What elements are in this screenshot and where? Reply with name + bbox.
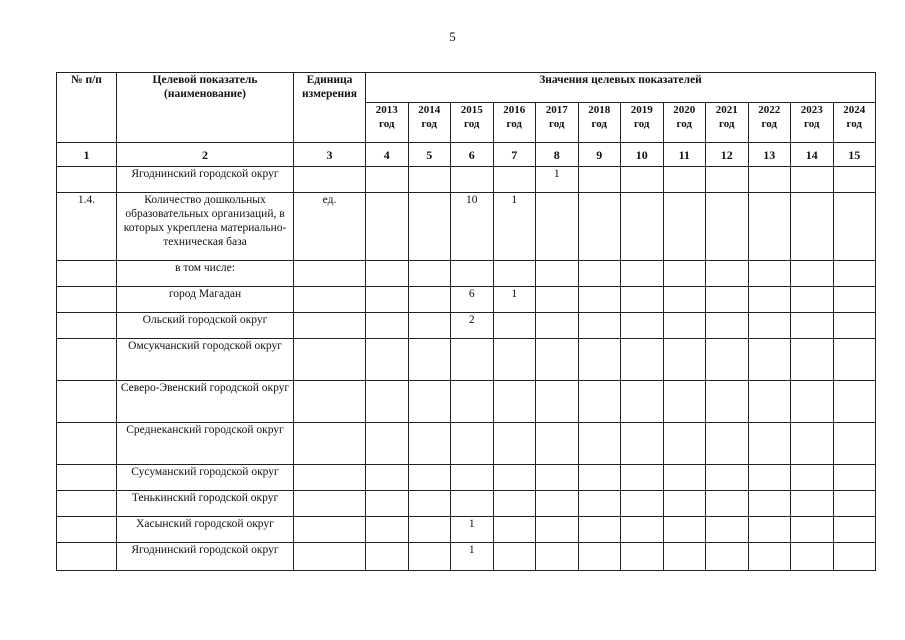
value-cell: [791, 313, 834, 339]
value-cell: [748, 339, 791, 381]
header-col-no: № п/п: [57, 73, 117, 143]
column-number-1: 2: [117, 143, 294, 167]
value-cell: 6: [451, 287, 494, 313]
value-cell: [493, 465, 536, 491]
indicator-name: Тенькинский городской округ: [117, 491, 294, 517]
value-cell: [833, 423, 876, 465]
value-cell: [536, 543, 579, 571]
value-cell: [536, 339, 579, 381]
value-cell: [833, 313, 876, 339]
column-number-4: 5: [408, 143, 451, 167]
value-cell: [578, 287, 621, 313]
value-cell: [408, 167, 451, 193]
column-number-14: 15: [833, 143, 876, 167]
value-cell: [408, 261, 451, 287]
value-cell: [621, 491, 664, 517]
value-cell: [663, 287, 706, 313]
value-cell: [408, 517, 451, 543]
value-cell: [578, 381, 621, 423]
value-cell: [621, 465, 664, 491]
value-cell: [451, 465, 494, 491]
unit-of-measure: [294, 313, 366, 339]
value-cell: [578, 339, 621, 381]
indicator-name: Ягоднинский городской округ: [117, 167, 294, 193]
header-year-2: 2015 год: [451, 103, 494, 143]
table-row: [57, 465, 876, 491]
column-number-8: 9: [578, 143, 621, 167]
value-cell: [706, 261, 749, 287]
value-cell: [536, 423, 579, 465]
header-year-8: 2021 год: [706, 103, 749, 143]
row-number: [57, 313, 117, 339]
indicator-name: Омсукчанский городской округ: [117, 339, 294, 381]
table-row: [57, 543, 876, 571]
table-row: [57, 339, 876, 381]
value-cell: 1: [451, 517, 494, 543]
value-cell: [366, 313, 409, 339]
value-cell: [663, 261, 706, 287]
value-cell: [748, 543, 791, 571]
value-cell: [366, 193, 409, 261]
value-cell: [366, 381, 409, 423]
row-number: 1.4.: [57, 193, 117, 261]
value-cell: [536, 491, 579, 517]
row-number: [57, 543, 117, 571]
page-number: 5: [449, 29, 456, 44]
value-cell: [791, 339, 834, 381]
value-cell: [621, 423, 664, 465]
value-cell: [366, 167, 409, 193]
header-year-7: 2020 год: [663, 103, 706, 143]
value-cell: [706, 193, 749, 261]
value-cell: [748, 313, 791, 339]
value-cell: [621, 381, 664, 423]
value-cell: 2: [451, 313, 494, 339]
row-number: [57, 381, 117, 423]
value-cell: [366, 465, 409, 491]
value-cell: [451, 167, 494, 193]
value-cell: [408, 491, 451, 517]
value-cell: [621, 193, 664, 261]
value-cell: [493, 339, 536, 381]
value-cell: [536, 193, 579, 261]
table-row: [57, 423, 876, 465]
value-cell: [748, 287, 791, 313]
value-cell: [791, 465, 834, 491]
value-cell: [791, 491, 834, 517]
header-year-3: 2016 год: [493, 103, 536, 143]
value-cell: [451, 261, 494, 287]
table-row: [57, 287, 876, 313]
value-cell: [536, 517, 579, 543]
table-row: [57, 381, 876, 423]
value-cell: [748, 423, 791, 465]
header-year-9: 2022 год: [748, 103, 791, 143]
indicator-name: Хасынский городской округ: [117, 517, 294, 543]
value-cell: [493, 313, 536, 339]
column-number-7: 8: [536, 143, 579, 167]
unit-of-measure: [294, 491, 366, 517]
value-cell: [578, 491, 621, 517]
column-number-10: 11: [663, 143, 706, 167]
value-cell: [578, 543, 621, 571]
value-cell: [493, 491, 536, 517]
unit-of-measure: [294, 543, 366, 571]
value-cell: [451, 339, 494, 381]
value-cell: [621, 167, 664, 193]
row-number: [57, 339, 117, 381]
value-cell: [578, 517, 621, 543]
value-cell: [366, 339, 409, 381]
value-cell: [493, 543, 536, 571]
value-cell: 1: [493, 193, 536, 261]
value-cell: [833, 339, 876, 381]
column-number-11: 12: [706, 143, 749, 167]
value-cell: [493, 423, 536, 465]
unit-of-measure: [294, 261, 366, 287]
value-cell: [578, 465, 621, 491]
value-cell: [748, 193, 791, 261]
value-cell: [833, 517, 876, 543]
value-cell: [408, 339, 451, 381]
value-cell: [366, 423, 409, 465]
value-cell: [663, 313, 706, 339]
value-cell: [791, 423, 834, 465]
value-cell: [578, 423, 621, 465]
column-number-9: 10: [621, 143, 664, 167]
header-values-group: Значения целевых показателей: [366, 73, 876, 103]
value-cell: [536, 381, 579, 423]
value-cell: [663, 193, 706, 261]
value-cell: [706, 167, 749, 193]
value-cell: [663, 465, 706, 491]
value-cell: [791, 381, 834, 423]
value-cell: [791, 543, 834, 571]
value-cell: [791, 167, 834, 193]
value-cell: [408, 193, 451, 261]
value-cell: [366, 543, 409, 571]
header-col-indicator: Целевой показатель (наименование): [117, 73, 294, 143]
value-cell: [493, 167, 536, 193]
value-cell: [833, 491, 876, 517]
target-indicators-table: [56, 72, 876, 571]
value-cell: [748, 491, 791, 517]
value-cell: [366, 517, 409, 543]
indicator-name: Ягоднинский городской округ: [117, 543, 294, 571]
value-cell: [748, 381, 791, 423]
value-cell: [663, 491, 706, 517]
value-cell: [663, 339, 706, 381]
unit-of-measure: [294, 167, 366, 193]
value-cell: [493, 517, 536, 543]
value-cell: [791, 261, 834, 287]
value-cell: [366, 261, 409, 287]
indicator-name: Количество дошкольных образовательных организаций, в которых укреплена материально-техническая база: [117, 193, 294, 261]
row-number: [57, 423, 117, 465]
value-cell: 1: [493, 287, 536, 313]
value-cell: [578, 313, 621, 339]
indicator-name: в том числе:: [117, 261, 294, 287]
value-cell: [833, 167, 876, 193]
value-cell: [663, 517, 706, 543]
value-cell: [706, 381, 749, 423]
unit-of-measure: [294, 339, 366, 381]
column-number-13: 14: [791, 143, 834, 167]
table-row: [57, 517, 876, 543]
indicator-name: Среднеканский городской округ: [117, 423, 294, 465]
value-cell: [408, 313, 451, 339]
value-cell: [493, 381, 536, 423]
column-number-12: 13: [748, 143, 791, 167]
value-cell: [748, 517, 791, 543]
value-cell: [408, 465, 451, 491]
header-year-10: 2023 год: [791, 103, 834, 143]
column-number-6: 7: [493, 143, 536, 167]
value-cell: [621, 261, 664, 287]
value-cell: [706, 465, 749, 491]
column-number-3: 4: [366, 143, 409, 167]
value-cell: [536, 313, 579, 339]
header-year-6: 2019 год: [621, 103, 664, 143]
unit-of-measure: [294, 517, 366, 543]
value-cell: [493, 261, 536, 287]
value-cell: [748, 465, 791, 491]
row-number: [57, 517, 117, 543]
value-cell: [706, 339, 749, 381]
value-cell: [621, 339, 664, 381]
row-number: [57, 287, 117, 313]
value-cell: 10: [451, 193, 494, 261]
value-cell: [663, 423, 706, 465]
value-cell: 1: [451, 543, 494, 571]
value-cell: [621, 543, 664, 571]
header-year-1: 2014 год: [408, 103, 451, 143]
column-number-2: 3: [294, 143, 366, 167]
value-cell: [366, 491, 409, 517]
value-cell: [748, 261, 791, 287]
row-number: [57, 465, 117, 491]
table-row: [57, 313, 876, 339]
table-row: [57, 167, 876, 193]
table-row: [57, 193, 876, 261]
value-cell: 1: [536, 167, 579, 193]
value-cell: [706, 287, 749, 313]
value-cell: [791, 287, 834, 313]
value-cell: [706, 543, 749, 571]
value-cell: [833, 465, 876, 491]
row-number: [57, 491, 117, 517]
indicator-name: Сусуманский городской округ: [117, 465, 294, 491]
value-cell: [663, 381, 706, 423]
unit-of-measure: [294, 465, 366, 491]
value-cell: [663, 167, 706, 193]
value-cell: [833, 193, 876, 261]
value-cell: [536, 261, 579, 287]
value-cell: [833, 287, 876, 313]
value-cell: [706, 517, 749, 543]
value-cell: [833, 543, 876, 571]
unit-of-measure: ед.: [294, 193, 366, 261]
table-row: [57, 261, 876, 287]
value-cell: [408, 287, 451, 313]
indicator-name: город Магадан: [117, 287, 294, 313]
unit-of-measure: [294, 381, 366, 423]
header-year-4: 2017 год: [536, 103, 579, 143]
value-cell: [366, 287, 409, 313]
header-year-11: 2024 год: [833, 103, 876, 143]
value-cell: [536, 287, 579, 313]
column-number-5: 6: [451, 143, 494, 167]
header-col-unit: Единица измерения: [294, 73, 366, 143]
value-cell: [833, 381, 876, 423]
value-cell: [451, 381, 494, 423]
unit-of-measure: [294, 287, 366, 313]
unit-of-measure: [294, 423, 366, 465]
header-year-5: 2018 год: [578, 103, 621, 143]
row-number: [57, 261, 117, 287]
header-year-0: 2013 год: [366, 103, 409, 143]
value-cell: [621, 313, 664, 339]
value-cell: [791, 517, 834, 543]
indicator-name: Ольский городской округ: [117, 313, 294, 339]
value-cell: [451, 491, 494, 517]
value-cell: [748, 167, 791, 193]
value-cell: [536, 465, 579, 491]
value-cell: [451, 423, 494, 465]
value-cell: [408, 423, 451, 465]
value-cell: [663, 543, 706, 571]
value-cell: [833, 261, 876, 287]
value-cell: [578, 193, 621, 261]
value-cell: [706, 313, 749, 339]
table-row: [57, 491, 876, 517]
indicator-name: Северо-Эвенский городской округ: [117, 381, 294, 423]
value-cell: [408, 543, 451, 571]
value-cell: [621, 287, 664, 313]
value-cell: [578, 261, 621, 287]
value-cell: [578, 167, 621, 193]
value-cell: [621, 517, 664, 543]
value-cell: [706, 423, 749, 465]
value-cell: [791, 193, 834, 261]
column-number-0: 1: [57, 143, 117, 167]
row-number: [57, 167, 117, 193]
value-cell: [408, 381, 451, 423]
value-cell: [706, 491, 749, 517]
